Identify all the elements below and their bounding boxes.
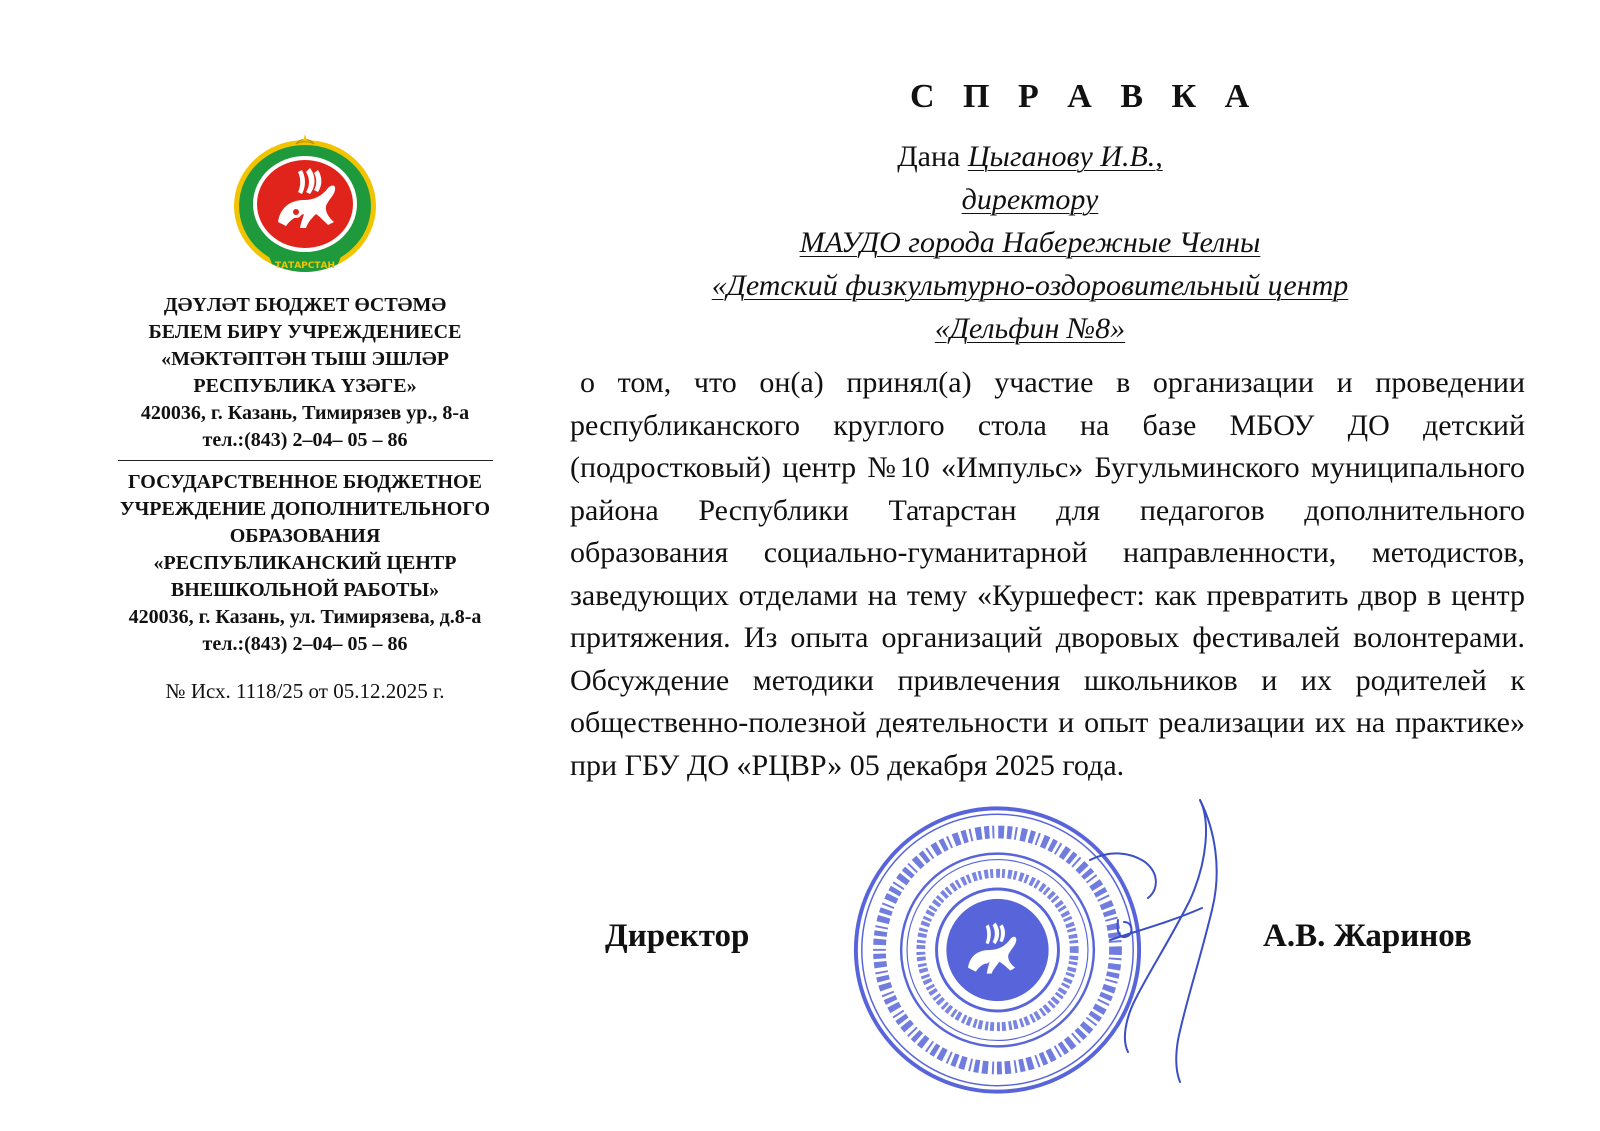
letterhead	[70, 130, 540, 704]
letterhead-tatar-line-4: РЕСПУБЛИКА ҮЗӘГЕ»	[193, 375, 417, 397]
letterhead-russian-address: 420036, г. Казань, ул. Тимирязева, д.8-а	[128, 606, 482, 628]
addressee-position-line	[610, 178, 1450, 221]
tatarstan-emblem-icon	[230, 130, 380, 280]
addressee-block	[610, 135, 1450, 350]
addressee-org-line-3	[610, 307, 1450, 350]
given-prefix: Дана	[897, 140, 968, 173]
document-title: С П Р А В К А	[910, 78, 1260, 115]
letterhead-tatar-line-1: ДӘҮЛӘТ БЮДЖЕТ ӨСТӘМӘ	[163, 294, 447, 316]
letterhead-tatar-line-2: БЕЛЕМ БИРҮ УЧРЕЖДЕНИЕСЕ	[148, 321, 462, 343]
letterhead-russian-line-5: ВНЕШКОЛЬНОЙ РАБОТЫ»	[170, 579, 440, 601]
letterhead-russian-phone: тел.:(843) 2–04– 05 – 86	[202, 633, 408, 655]
letterhead-divider	[118, 460, 493, 461]
outgoing-reference: № Исх. 1118/25 от 05.12.2025 г.	[165, 679, 445, 703]
recipient-org-3: «Дельфин №8»	[934, 312, 1126, 345]
signatory-title: Директор	[605, 918, 750, 954]
letterhead-tatar-phone: тел.:(843) 2–04– 05 – 86	[202, 429, 408, 451]
recipient-org-2: «Детский физкультурно-оздоровительный центр	[711, 269, 1349, 302]
letterhead-russian-line-3: ОБРАЗОВАНИЯ	[229, 525, 381, 547]
emblem-caption: ТАТАРСТАН	[274, 261, 336, 271]
letterhead-russian-line-4: «РЕСПУБЛИКАНСКИЙ ЦЕНТР	[153, 552, 457, 574]
addressee-name-line	[610, 135, 1450, 178]
recipient-org-1: МАУДО города Набережные Челны	[799, 226, 1261, 259]
addressee-org-line-1	[610, 221, 1450, 264]
recipient-name: Цыганову И.В.,	[967, 140, 1163, 173]
letterhead-russian-line-1: ГОСУДАРСТВЕННОЕ БЮДЖЕТНОЕ	[128, 471, 482, 493]
signatory-name: А.В. Жаринов	[1263, 918, 1472, 954]
letterhead-russian-line-2: УЧРЕЖДЕНИЕ ДОПОЛНИТЕЛЬНОГО	[119, 498, 491, 520]
addressee-org-line-2	[610, 264, 1450, 307]
letterhead-tatar-address: 420036, г. Казань, Тимирязев ур., 8-а	[140, 402, 470, 424]
recipient-position: директору	[961, 183, 1099, 216]
certificate-body: о том, что он(а) принял(а) участие в организации и проведении республиканского круглого стола на базе МБОУ ДО детский (подростковый) центр №10 «Импульс» Бугульминского муниципального района Республики Татарстан для педагогов дополнительного образования социально-гуманитарной направленности, методистов, заведующих отделами на тему «Куршефест: как превратить двор в центр притяжения. Из опыта организаций дворовых фестивалей волонтерами. Обсуждение методики привлечения школьников и их родителей к общественно-полезной деятельности и опыт реализации их на практике» при ГБУ ДО «РЦВР» 05 декабря 2025 года.	[570, 366, 1525, 782]
letterhead-tatar-line-3: «МӘКТӘПТӘН ТЫШ ЭШЛӘР	[161, 348, 449, 370]
